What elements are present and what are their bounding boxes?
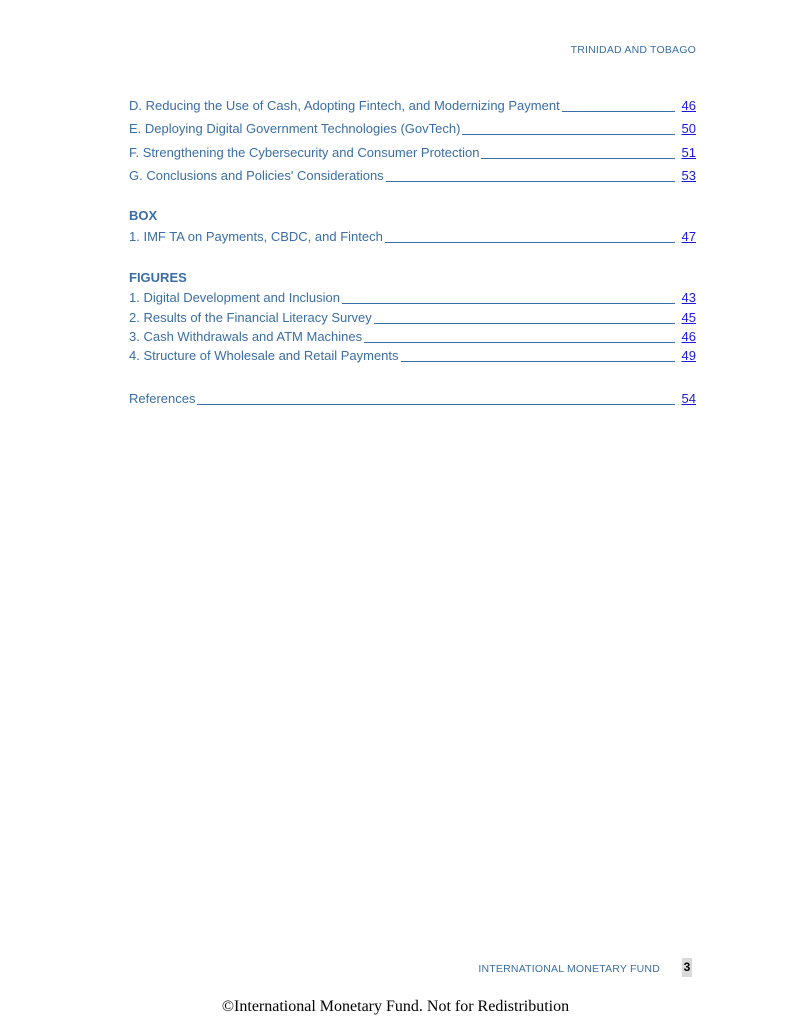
toc-page-link[interactable]: 46 <box>681 98 696 113</box>
toc-entry-box-1[interactable] <box>129 229 696 244</box>
dot-leader <box>401 361 675 362</box>
toc-entry-label: 1. Digital Development and Inclusion <box>129 290 341 305</box>
dot-leader <box>386 181 675 182</box>
toc-page-link[interactable]: 49 <box>681 348 696 363</box>
toc-entry-section-e[interactable] <box>129 121 696 136</box>
toc-entry-figure-2[interactable] <box>129 310 696 325</box>
toc-page-link[interactable]: 46 <box>681 329 696 344</box>
dot-leader <box>385 242 675 243</box>
toc-page-link[interactable]: 51 <box>681 145 696 160</box>
toc-entry-figure-4[interactable] <box>129 348 696 363</box>
toc-entry-label: E. Deploying Digital Government Technologies (GovTech) <box>129 121 461 136</box>
toc-entry-label: G. Conclusions and Policies' Considerations <box>129 168 384 183</box>
dot-leader <box>481 158 674 159</box>
toc-entry-figure-3[interactable] <box>129 329 696 344</box>
dot-leader <box>342 303 675 304</box>
toc-page-link[interactable]: 54 <box>681 391 696 406</box>
toc-entry-figure-1[interactable] <box>129 290 696 305</box>
toc-entry-section-f[interactable] <box>129 145 696 160</box>
toc-entry-section-g[interactable] <box>129 168 696 183</box>
figures-heading: FIGURES <box>129 270 187 285</box>
toc-entry-label: 4. Structure of Wholesale and Retail Payments <box>129 348 399 363</box>
footer-page-number: 3 <box>682 958 692 977</box>
box-heading: BOX <box>129 208 158 223</box>
dot-leader <box>364 342 674 343</box>
toc-page-link[interactable]: 50 <box>681 121 696 136</box>
toc-entry-label: 1. IMF TA on Payments, CBDC, and Fintech <box>129 229 383 244</box>
dot-leader <box>462 134 674 135</box>
toc-entry-label: F. Strengthening the Cybersecurity and Consumer Protection <box>129 145 480 160</box>
dot-leader <box>374 323 675 324</box>
toc-page-link[interactable]: 45 <box>681 310 696 325</box>
copyright-notice: ©International Monetary Fund. Not for Redistribution <box>221 998 570 1015</box>
toc-page-link[interactable]: 43 <box>681 290 696 305</box>
toc-entry-label: 3. Cash Withdrawals and ATM Machines <box>129 329 363 344</box>
toc-entry-label: D. Reducing the Use of Cash, Adopting Fintech, and Modernizing Payment <box>129 98 560 113</box>
running-head: TRINIDAD AND TOBAGO <box>570 44 696 56</box>
footer-organization: INTERNATIONAL MONETARY FUND <box>478 963 660 975</box>
toc-entry-label: References <box>129 391 196 406</box>
dot-leader <box>197 404 674 405</box>
toc-entry-references[interactable] <box>129 391 696 406</box>
dot-leader <box>562 111 675 112</box>
toc-page-link[interactable]: 53 <box>681 168 696 183</box>
toc-entry-label: 2. Results of the Financial Literacy Survey <box>129 310 372 325</box>
toc-page-link[interactable]: 47 <box>681 229 696 244</box>
toc-entry-section-d[interactable] <box>129 98 696 113</box>
